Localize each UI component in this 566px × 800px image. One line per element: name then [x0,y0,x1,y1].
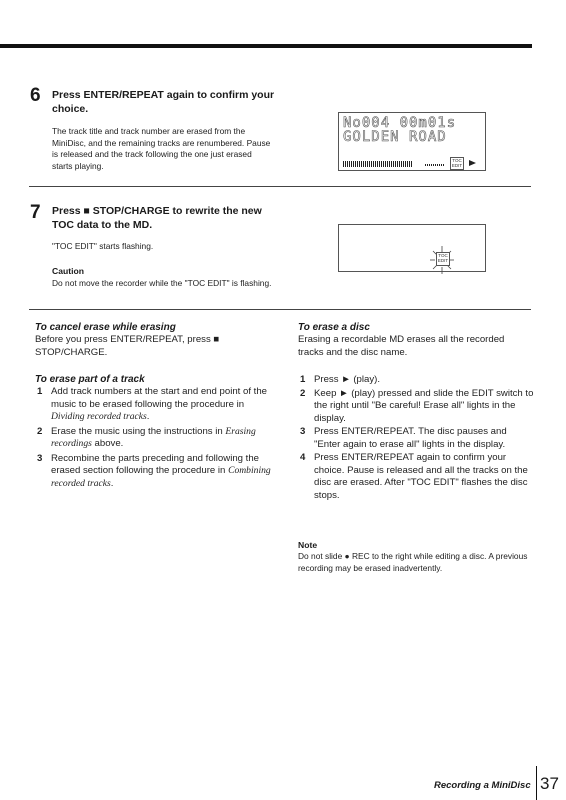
erase-disc-intro: Erasing a recordable MD erases all the recorded tracks and the disc name. [298,334,505,358]
note-text: Do not slide ● REC to the right while editing a disc. A previous recording may be erased inadvertently. [298,551,528,573]
step-index: 1 [37,386,43,397]
step-text: Erase the music using the instructions in [51,425,226,437]
erase-part-title: To erase part of a track [35,374,145,385]
top-rule [0,44,532,48]
erase-disc-step [298,388,534,426]
erase-disc-step [298,426,534,451]
step-index: 3 [37,452,43,464]
step-text: Add track numbers at the start and end point of the music to be erased following the procedure in [51,386,267,410]
step-text: Recombine the parts preceding and following the erased section following the procedure in [51,452,259,476]
play-icon [469,160,476,166]
step-index: 2 [300,387,306,399]
toc-edit-flash: TOC EDIT [436,252,450,266]
note-title: Note [298,540,318,550]
erase-part-step [35,386,275,424]
step-index: 3 [300,426,306,437]
track-bar-indicator [343,161,413,167]
step-text: Press ENTER/REPEAT. The disc pauses and "Enter again to erase all" lights in the display. [314,426,507,450]
lcd-line-1: No004 00m01s [343,115,457,131]
caution-text: Do not move the recorder while the "TOC EDIT" is flashing. [52,278,272,288]
step-text: Press ► (play). [314,374,381,385]
footer-section-title: Recording a MiniDisc [434,780,531,791]
step-index: 1 [300,374,306,385]
step-text: Keep ► (play) pressed and slide the EDIT switch to the right until "Be careful! Erase all" lights in the display. [314,387,534,424]
erase-part-step [35,453,275,491]
lcd-line-2: GOLDEN ROAD [343,129,447,145]
footer-divider [536,766,537,800]
erase-disc-step [298,452,534,502]
lcd-status-row [338,156,486,171]
erase-part-steps [35,386,275,490]
step-text-end: above. [91,438,124,449]
divider-2 [29,309,531,310]
level-indicator [425,164,445,166]
step-text-end: . [110,477,114,489]
step-index: 4 [300,452,306,463]
step-6-body: The track title and track number are erased from the MiniDisc, and the remaining tracks are renumbered. Pause is released and the track following the one just erased starts playing. [52,126,271,171]
erase-part-step [35,426,275,451]
caution-title: Caution [52,266,84,276]
section-reference: Combining recorded tracks [51,465,271,489]
divider-1 [29,186,531,187]
cancel-erase-text: Before you press ENTER/REPEAT, press ■ STOP/CHARGE. [35,334,220,358]
page-number: 37 [540,774,559,793]
erase-disc-steps [298,374,534,502]
cancel-erase-title: To cancel erase while erasing [35,322,176,333]
step-6-heading: Press ENTER/REPEAT again to confirm your choice. [52,89,275,115]
step-6-number: 6 [30,85,41,106]
erase-disc-title: To erase a disc [298,322,370,333]
section-reference: Erasing recordings [51,425,256,449]
toc-edit-indicator: TOC EDIT [451,158,463,168]
step-7-heading: Press ■ STOP/CHARGE to rewrite the new TOC data to the MD. [52,205,262,231]
step-text-end: . [146,411,150,422]
step-text: Press ENTER/REPEAT again to confirm your choice. Pause is released and all the tracks on the disc are erased. After "TOC EDIT" flashes the disc stops. [314,452,528,501]
erase-disc-step [298,374,534,387]
step-index: 2 [37,425,43,437]
lcd-display-step7 [338,224,486,272]
step-7-number: 7 [30,202,41,223]
lcd-display-step6 [338,112,486,158]
section-reference: Dividing recorded tracks [51,411,147,422]
step-7-body: "TOC EDIT" starts flashing. [52,241,154,251]
